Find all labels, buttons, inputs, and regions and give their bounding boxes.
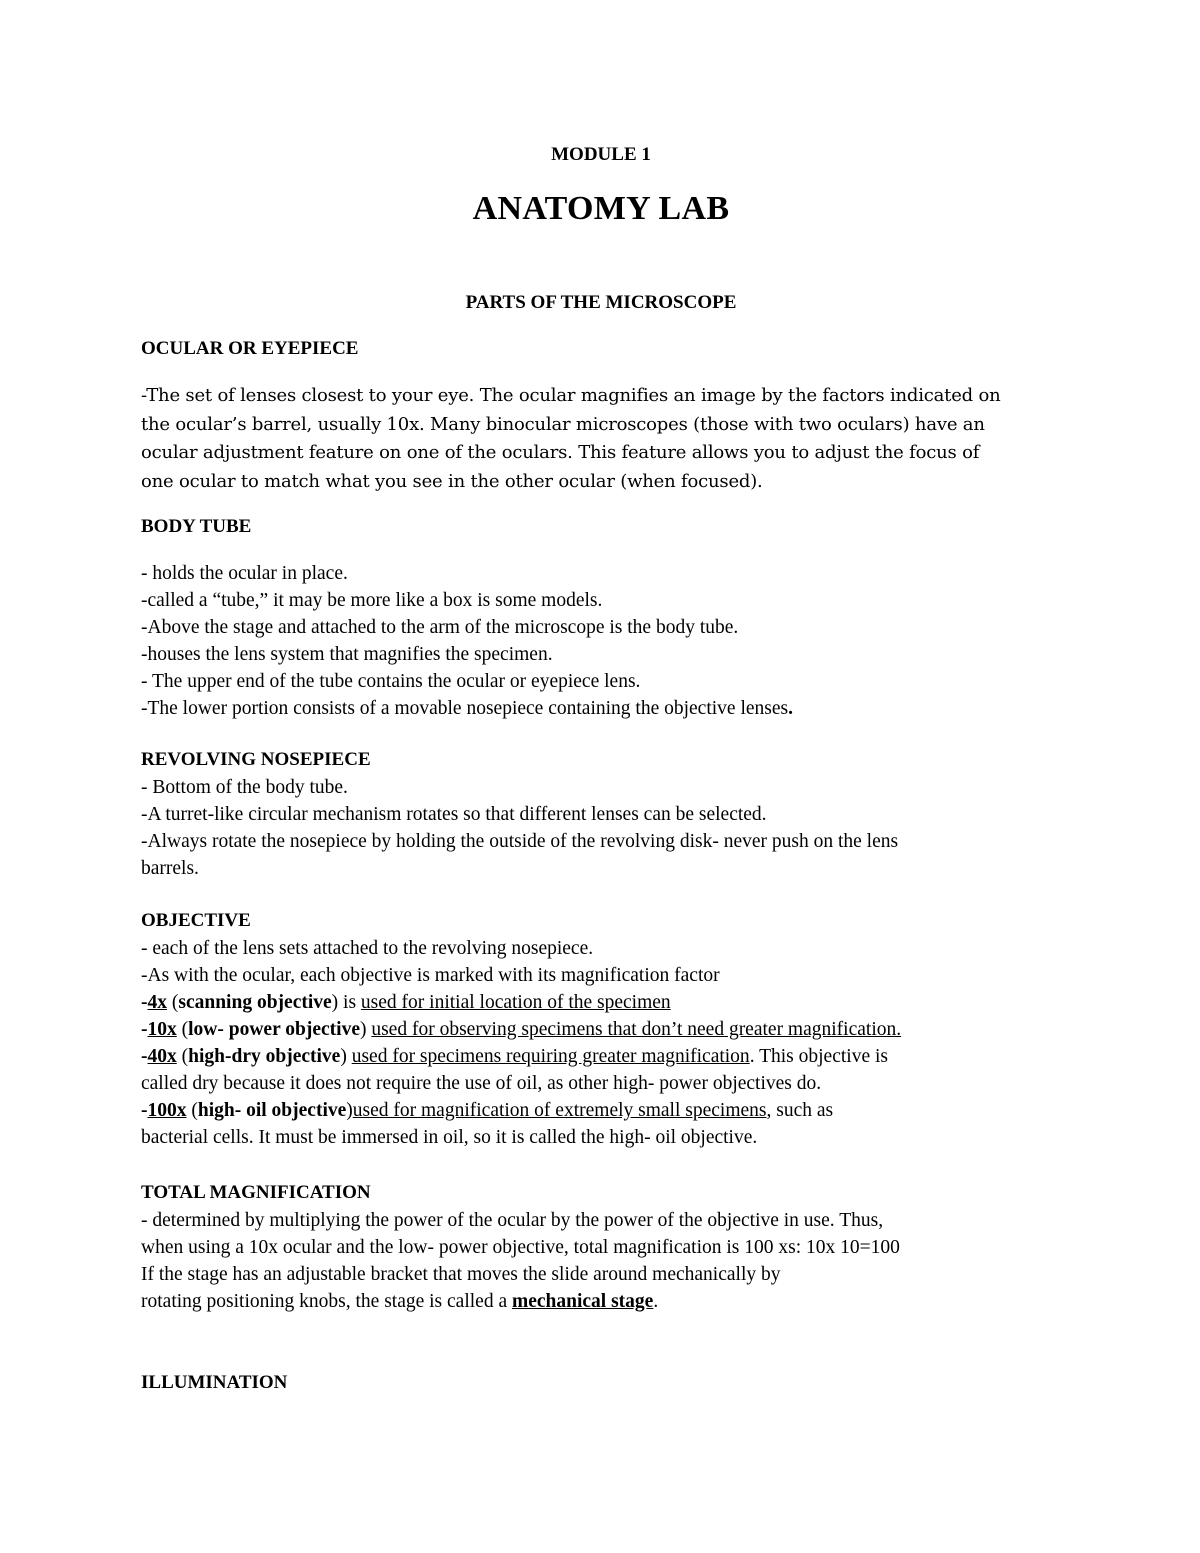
page-title: ANATOMY LAB [472,190,730,227]
body-tube-line: - The upper end of the tube contains the ocular or eyepiece lens. [141,671,641,692]
body-tube-last-text: -The lower portion consists of a movable nosepiece containing the objective lenses [141,698,789,719]
objective-item-100x [141,1097,1071,1124]
nosepiece-line: -Always rotate the nosepiece by holding the outside of the revolving disk- never push on the lens [141,831,899,852]
item-paren: ( [176,1019,189,1040]
total-magnification-list [141,1207,1071,1315]
body-tube-line: -Above the stage and attached to the arm of the microscope is the body tube. [141,617,739,638]
line-text: rotating positioning knobs, the stage is called a [141,1291,512,1312]
body-tube-last-period: . [788,698,793,719]
heading-total-magnification: TOTAL MAGNIFICATION [141,1182,371,1203]
total-magnification-line: If the stage has an adjustable bracket that moves the slide around mechanically by [141,1264,781,1285]
objective-use: used for specimens requiring greater magnification [351,1046,750,1067]
heading-body-tube: BODY TUBE [141,516,252,537]
item-dash: - [141,992,148,1013]
item-paren: ) [346,1100,353,1121]
nosepiece-list [141,774,1071,882]
nosepiece-line: barrels. [141,858,199,879]
ocular-paragraph [141,382,1061,496]
total-magnification-line: - determined by multiplying the power of the ocular by the power of the objective in use. Thus, [141,1210,884,1231]
magnification-value: 10x [147,1019,177,1040]
ocular-line: ocular adjustment feature on one of the oculars. This feature allows you to adjust the focus of [141,442,980,463]
item-rest: , such as [766,1100,834,1121]
module-label: MODULE 1 [551,144,651,165]
nosepiece-line: -A turret-like circular mechanism rotates so that different lenses can be selected. [141,804,767,825]
objective-use: used for magnification of extremely small specimens [352,1100,767,1121]
heading-objective: OBJECTIVE [141,910,251,931]
item-dash: - [141,1046,148,1067]
objective-name: low- power objective [188,1019,360,1040]
objective-line: - each of the lens sets attached to the revolving nosepiece. [141,938,594,959]
ocular-line: one ocular to match what you see in the other ocular (when focused). [141,470,763,492]
ocular-line: -The set of lenses closest to your eye. The ocular magnifies an image by the factors indicated on [141,385,1001,406]
section-subtitle: PARTS OF THE MICROSCOPE [465,292,737,313]
item-paren: ) is [331,992,361,1013]
total-magnification-line [141,1288,1071,1315]
objective-name: scanning objective [178,992,332,1013]
body-tube-line: -houses the lens system that magnifies the specimen. [141,644,553,665]
item-paren: ) [359,1019,372,1040]
item-rest: . This objective is [749,1046,888,1067]
item-paren: ( [167,992,179,1013]
magnification-value: 100x [147,1100,187,1121]
objective-line: called dry because it does not require the use of oil, as other high- power objectives do. [141,1073,822,1094]
objective-name: high-dry objective [188,1046,341,1067]
heading-illumination: ILLUMINATION [141,1372,288,1393]
objective-item-4x [141,989,1071,1016]
body-tube-line: - holds the ocular in place. [141,563,348,584]
objective-use: used for initial location of the specimen [360,992,671,1013]
item-dash: - [141,1019,148,1040]
body-tube-line: -called a “tube,” it may be more like a box is some models. [141,590,603,611]
total-magnification-line: when using a 10x ocular and the low- power objective, total magnification is 100 xs: 10x 10=100 [141,1237,900,1258]
item-paren: ( [176,1046,189,1067]
objective-name: high- oil objective [197,1100,347,1121]
item-dash: - [141,1100,148,1121]
item-paren: ) [340,1046,352,1067]
ocular-line: the ocular’s barrel, usually 10x. Many binocular microscopes (those with two oculars) have an [141,413,985,435]
item-paren: ( [186,1100,198,1121]
line-text: . [653,1291,659,1312]
objective-line: -As with the ocular, each objective is marked with its magnification factor [141,965,720,986]
heading-ocular: OCULAR OR EYEPIECE [141,338,359,359]
mechanical-stage-term: mechanical stage [511,1291,654,1312]
objective-use: used for observing specimens that don’t need greater magnification. [371,1019,902,1040]
magnification-value: 4x [147,992,167,1013]
magnification-value: 40x [147,1046,177,1067]
objective-item-10x [141,1016,1071,1043]
body-tube-list [141,560,1071,722]
nosepiece-line: - Bottom of the body tube. [141,777,348,798]
objective-item-40x [141,1043,1071,1070]
objective-line: bacterial cells. It must be immersed in oil, so it is called the high- oil objective. [141,1127,758,1148]
document-page [141,0,1061,1553]
objective-list [141,935,1071,1151]
body-tube-line [141,695,1071,722]
heading-revolving-nosepiece: REVOLVING NOSEPIECE [141,749,371,770]
